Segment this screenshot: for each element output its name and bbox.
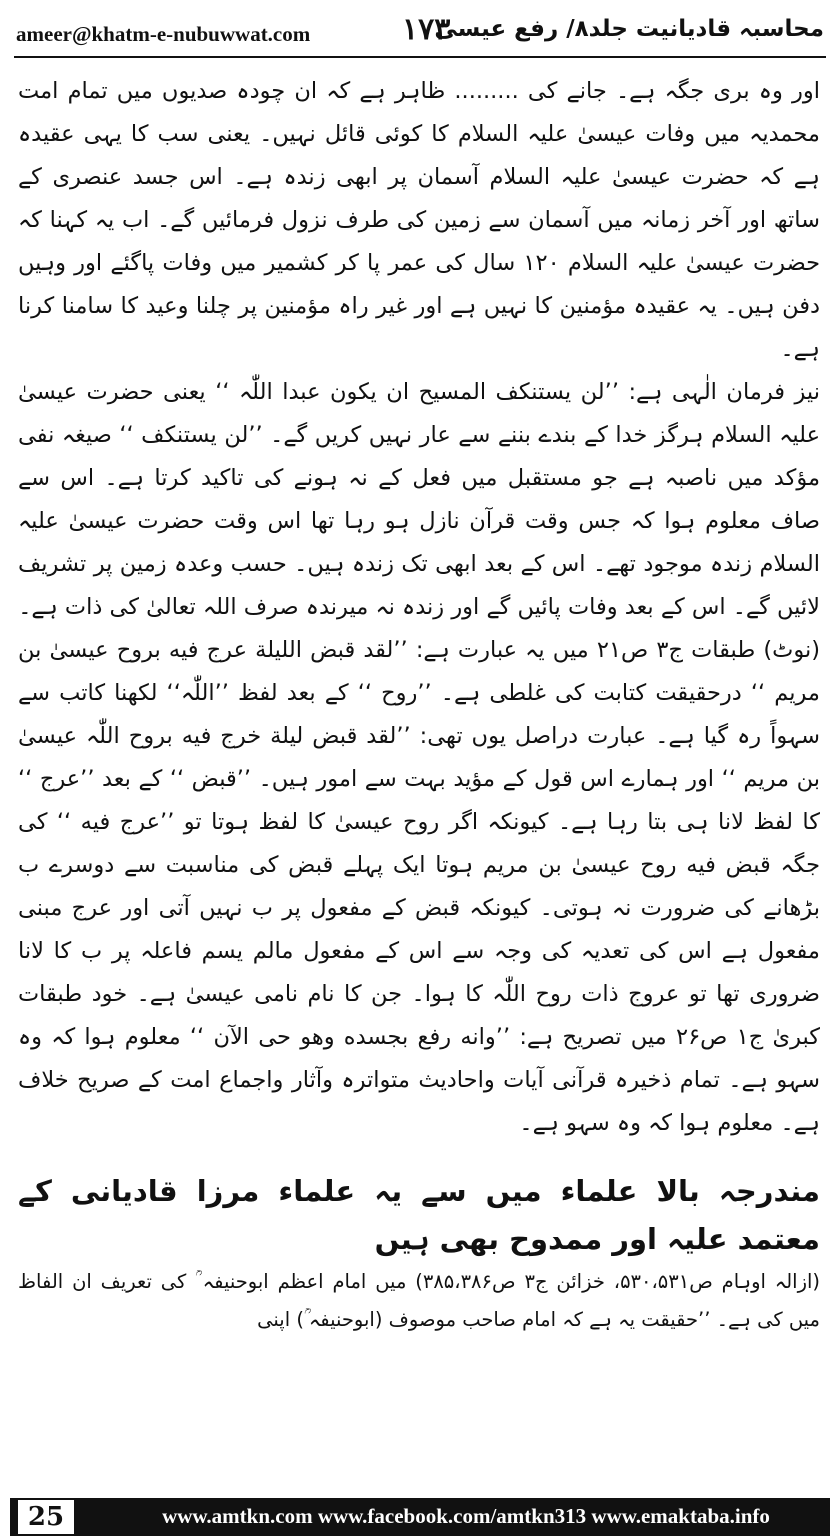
paragraph-1: اور وہ بری جگہ ہے۔ جانے کی ......... ظاہر ہے کہ ان چودہ صدیوں میں تمام امت محمدیہ میں وفات عیسیٰ علیہ السلام کا کوئی قائل نہیں۔ یعنی سب کا یہی عقیدہ ہے کہ حضرت عیسیٰ علیہ السلام آسمان پر ابھی زندہ ہے۔ اس جسد عنصری کے ساتھ اور آخر زمانہ میں آسمان سے زمین کی طرف نزول فرمائیں گے۔ اب یہ کہنا کہ حضرت عیسیٰ علیہ السلام ۱۲۰ سال کی عمر پا کر کشمیر میں وفات پاگئے اور وہیں دفن ہیں۔ یہ عقیدہ مؤمنین کا نہیں ہے اور غیر راہ مؤمنین پر چلنا وعید کا سامنا کرنا ہے۔ bbox=[18, 78, 820, 362]
section-heading: مندرجہ بالا علماء میں سے یہ علماء مرزا قادیانی کے معتمد علیہ اور ممدوح بھی ہیں bbox=[18, 1174, 820, 1256]
header-page-number: ۱۷۳ bbox=[402, 12, 451, 47]
paragraph-3: (نوٹ) طبقات ج۳ ص۲۱ میں یہ عبارت ہے: ’’لقد قبض اللیلة عرج فیه بروح عیسیٰ بن مریم ‘‘ درحقیقت کتابت کی غلطی ہے۔ ’’روح ‘‘ کے بعد لفظ ’’اللّٰہ‘‘ لکھنا کاتب سے سہواً رہ گیا ہے۔ عبارت دراصل یوں تھی: ’’لقد قبض لیلة خرج فیه بروح اللّٰہ عیسیٰ بن مریم ‘‘ اور ہمارے اس قول کے مؤید بہت سے امور ہیں۔ ’’قبض ‘‘ کے بعد ’’عرج ‘‘ کا لفظ لانا ہی بتا رہا ہے۔ کیونکہ اگر روح عیسیٰ کا لفظ ہوتا تو ’’عرج فیه ‘‘ کی جگہ قبض فیه روح عیسیٰ بن مریم ہوتا ایک پہلے قبض کی مناسبت سے دوسرے ب بڑھانے کی ضرورت نہ ہوتی۔ کیونکہ قبض کے مفعول پر ب نہیں آتی اور عرج مبنی مفعول ہے اس کی تعدیہ کی وجہ سے اس کے مفعول مالم یسم فاعلہ پر ب کا لانا ضروری تھا تو عروج ذات روح اللّٰہ کا ہوا۔ جن کا نام نامی عیسیٰ ہے۔ خود طبقات کبریٰ ج۱ ص۲۶ میں تصریح ہے: ’’وانه رفع بجسده وهو حی الآن ‘‘ معلوم ہوا کہ وہ سہو ہے۔ تمام ذخیرہ قرآنی آیات واحادیث متواترہ وآثار واجماع امت کے صریح خلاف ہے۔ معلوم ہوا کہ وہ سہو ہے۔ bbox=[18, 637, 820, 1136]
page-footer bbox=[10, 1498, 830, 1536]
footer-folio-number: 25 bbox=[16, 1498, 76, 1536]
header-email: ameer@khatm-e-nubuwwat.com bbox=[16, 22, 311, 46]
header-book-title: محاسبہ قادیانیت جلد۸/ رفع عیسیٰ bbox=[434, 16, 824, 42]
closing-paragraph: (ازالہ اوہام ص۵۳۰،۵۳۱، خزائن ج۳ ص۳۸۵،۳۸۶) میں امام اعظم ابوحنیفہ ؒ کی تعریف ان الفاظ میں کی ہے۔ ’’حقیقت یہ ہے کہ امام صاحب موصوف (ابوحنیفہ ؒ) اپنی bbox=[18, 1270, 820, 1331]
footer-website-links: www.amtkn.com www.facebook.com/amtkn313 www.emaktaba.info bbox=[162, 1504, 770, 1528]
page-header bbox=[14, 8, 826, 58]
page-body bbox=[18, 70, 820, 1345]
paragraph-2: نیز فرمان الٰہی ہے: ’’لن یستنکف المسیح ان یکون عبدا اللّٰہ ‘‘ یعنی حضرت عیسیٰ علیہ السلام ہرگز خدا کے بندے بننے سے عار نہیں کریں گے۔ ’’لن یستنکف ‘‘ صیغہ نفی مؤکد میں ناصبہ ہے جو مستقبل میں فعل کے نہ ہونے کی تاکید کرتا ہے۔ اس سے صاف معلوم ہوا کہ جس وقت قرآن نازل ہو رہا تھا اس وقت حضرت عیسیٰ علیہ السلام زندہ موجود تھے۔ اس کے بعد ابھی تک زندہ ہیں۔ حسب وعدہ زمین پر تشریف لائیں گے۔ اس کے بعد وفات پائیں گے اور زندہ نہ میرندہ صرف اللہ تعالیٰ کی ذات ہے۔ bbox=[18, 379, 820, 620]
